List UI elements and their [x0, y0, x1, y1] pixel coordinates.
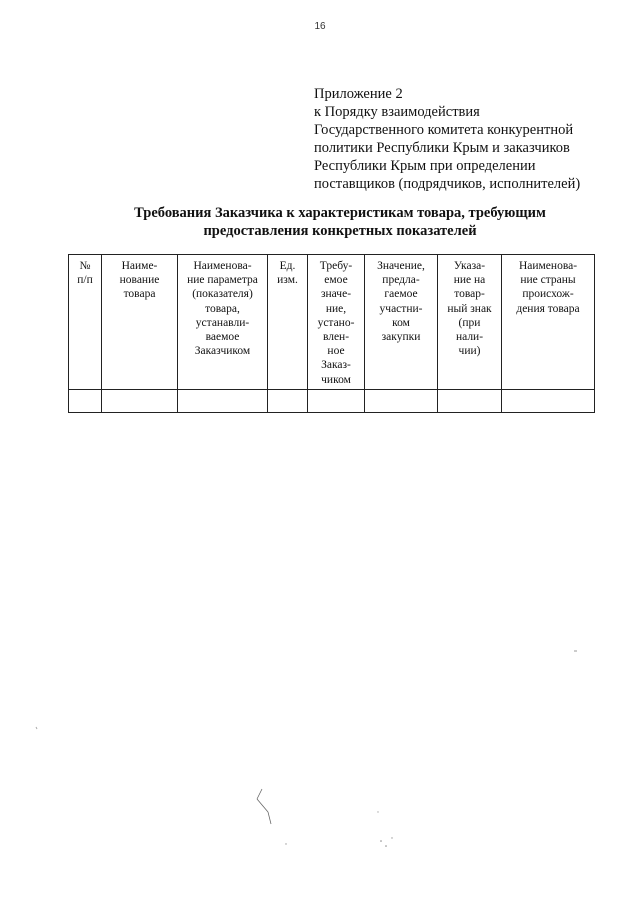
appendix-line: Республики Крым при определении [314, 158, 536, 174]
column-header-trademark: Указа- ние на товар- ный знак (при нали- чии) [438, 255, 502, 390]
column-header-offered-value: Значение, предла- гаемое участни- ком закупки [365, 255, 438, 390]
appendix-line: Приложение 2 [314, 86, 403, 102]
scan-speck [391, 837, 392, 838]
scan-speck [257, 799, 268, 812]
appendix-line: политики Республики Крым и заказчиков [314, 140, 570, 156]
column-header-country-of-origin: Наименова- ние страны происхож- дения товара [502, 255, 595, 390]
scan-speck [268, 812, 271, 824]
title-line: предоставления конкретных показателей [203, 223, 477, 239]
title-line: Требования Заказчика к характеристикам товара, требующим [134, 205, 546, 221]
scan-speck [377, 811, 378, 812]
scan-speck [385, 845, 387, 847]
column-header-unit: Ед. изм. [268, 255, 308, 390]
scan-speck [380, 840, 382, 842]
page-number: 16 [314, 21, 326, 32]
appendix-line: Государственного комитета конкурентной [314, 122, 574, 138]
column-header-required-value: Требу- емое значе- ние, устано- влен- ное Заказ- чиком [308, 255, 365, 390]
scan-speck [285, 843, 286, 844]
column-header-product-name: Наиме- нование товара [102, 255, 178, 390]
column-header-number: № п/п [69, 255, 102, 390]
appendix-line: поставщиков (подрядчиков, исполнителей) [314, 176, 581, 192]
scan-speck [257, 789, 262, 799]
appendix-line: к Порядку взаимодействия [314, 104, 480, 120]
scan-speck [36, 727, 37, 729]
column-header-parameter-name: Наименова- ние параметра (показателя) товара, устанавли- ваемое Заказчиком [178, 255, 268, 390]
